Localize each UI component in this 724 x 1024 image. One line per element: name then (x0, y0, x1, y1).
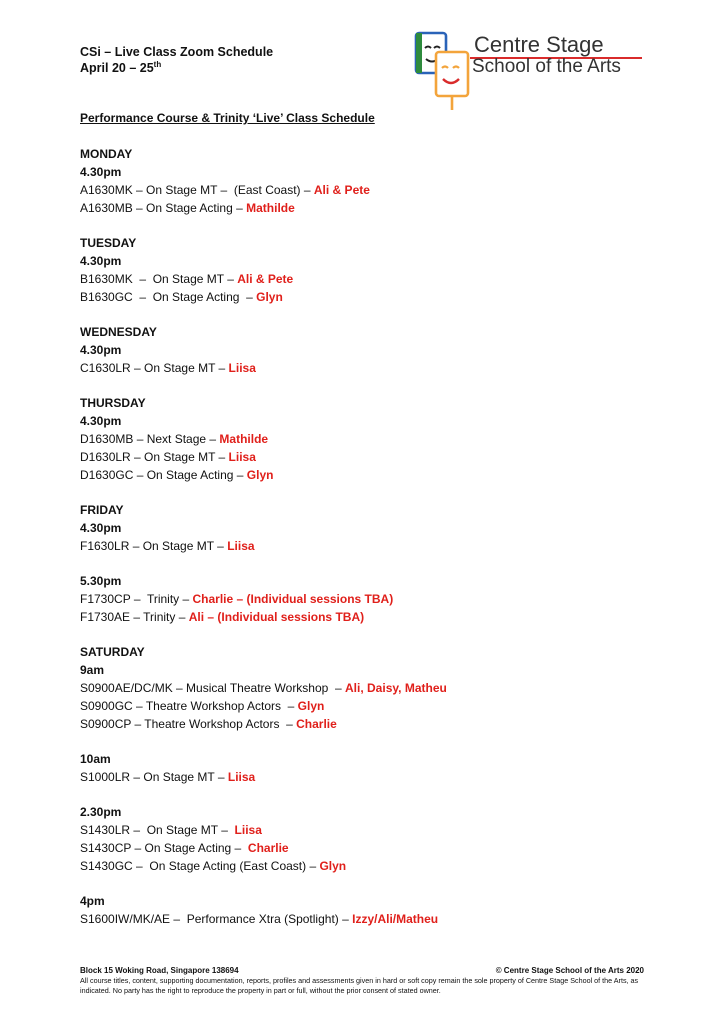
day-block-thursday (80, 394, 680, 484)
slot-time: 4pm (80, 894, 105, 908)
class-code-title: S1430GC – On Stage Acting (East Coast) – (80, 859, 320, 873)
time-slot (80, 252, 680, 306)
class-code-title: S0900AE/DC/MK – Musical Theatre Workshop – (80, 681, 346, 695)
footer-disclaimer: All course titles, content, supporting documentation, reports, profiles and assessments given in hard or soft copy remain the sole property of Centre Stage School of the Arts, as indicated. No party has the right to reproduce the property in part or full, without the prior consent of stated owner. (80, 976, 639, 995)
time-slot (80, 892, 680, 928)
class-entry (80, 270, 680, 288)
footer-top-row (80, 966, 644, 976)
time-slot (80, 750, 680, 786)
class-entry (80, 466, 680, 484)
class-code-title: A1630MB – On Stage Acting – (80, 201, 247, 215)
class-entry (80, 679, 680, 697)
teacher-name: Liisa (228, 450, 256, 464)
class-entry (80, 537, 680, 555)
class-code-title: S1430LR – On Stage MT – (80, 823, 235, 837)
class-code-title: S1430CP – On Stage Acting – (80, 841, 248, 855)
teacher-name: Glyn (246, 468, 274, 482)
time-slot (80, 519, 680, 555)
time-slot (80, 572, 680, 626)
teacher-name: Liisa (234, 823, 262, 837)
class-code-title: A1630MK – On Stage MT – (East Coast) – (80, 183, 314, 197)
slot-time: 4.30pm (80, 165, 122, 179)
class-entry (80, 910, 680, 928)
slot-time: 5.30pm (80, 574, 122, 588)
class-entry (80, 839, 680, 857)
time-slot (80, 412, 680, 484)
teacher-name: Glyn (297, 699, 325, 713)
document-header (80, 44, 273, 76)
slot-time: 10am (80, 752, 111, 766)
theatre-masks-icon (412, 30, 478, 112)
centre-stage-logo (412, 30, 644, 110)
class-entry (80, 181, 680, 199)
slot-time: 2.30pm (80, 805, 122, 819)
schedule-content (80, 110, 680, 945)
day-name: THURSDAY (80, 396, 146, 410)
teacher-name: Charlie (247, 841, 289, 855)
header-title: CSi – Live Class Zoom Schedule (80, 45, 274, 59)
day-name: MONDAY (80, 147, 133, 161)
day-name: WEDNESDAY (80, 325, 157, 339)
slot-time: 9am (80, 663, 105, 677)
teacher-name: Liisa (227, 539, 255, 553)
teacher-name: Liisa (227, 770, 256, 784)
section-title: Performance Course & Trinity ‘Live’ Class Schedule (80, 111, 375, 125)
slot-time: 4.30pm (80, 521, 122, 535)
teacher-name: Ali, Daisy, Matheu (345, 681, 447, 695)
class-entry (80, 199, 680, 217)
day-block-monday (80, 145, 680, 217)
day-block-tuesday (80, 234, 680, 306)
logo-title: Centre Stage (474, 32, 604, 57)
teacher-name: Mathilde (246, 201, 295, 215)
teacher-name: Ali & Pete (313, 183, 370, 197)
footer-copyright: © Centre Stage School of the Arts 2020 (495, 966, 644, 975)
class-entry (80, 715, 680, 733)
class-code-title: B1630MK – On Stage MT – (80, 272, 238, 286)
teacher-name: Mathilde (219, 432, 269, 446)
class-entry (80, 288, 680, 306)
time-slot (80, 803, 680, 875)
day-name: FRIDAY (80, 503, 124, 517)
day-block-wednesday (80, 323, 680, 377)
class-code-title: F1730AE – Trinity – (80, 610, 189, 624)
class-code-title: D1630MB – Next Stage – (80, 432, 220, 446)
day-block-saturday (80, 643, 680, 928)
class-entry (80, 697, 680, 715)
class-entry (80, 821, 680, 839)
slot-time: 4.30pm (80, 254, 122, 268)
time-slot (80, 661, 680, 733)
teacher-name: Ali & Pete (237, 272, 294, 286)
class-entry (80, 448, 680, 466)
teacher-name: Charlie – (Individual sessions TBA) (192, 592, 394, 606)
day-name: TUESDAY (80, 236, 137, 250)
class-entry (80, 590, 680, 608)
class-entry (80, 359, 680, 377)
class-code-title: S0900GC – Theatre Workshop Actors – (80, 699, 298, 713)
class-entry (80, 768, 680, 786)
slot-time: 4.30pm (80, 343, 122, 357)
time-slot (80, 163, 680, 217)
header-dates: April 20 – 25th (80, 59, 162, 75)
class-code-title: D1630GC – On Stage Acting – (80, 468, 247, 482)
teacher-name: Ali – (Individual sessions TBA) (188, 610, 365, 624)
class-code-title: S1000LR – On Stage MT – (80, 770, 228, 784)
class-entry (80, 608, 680, 626)
class-code-title: C1630LR – On Stage MT – (80, 361, 229, 375)
class-code-title: F1730CP – Trinity – (80, 592, 193, 606)
teacher-name: Liisa (228, 361, 256, 375)
day-list (80, 145, 680, 928)
teacher-name: Izzy/Ali/Matheu (352, 912, 439, 926)
teacher-name: Charlie (296, 717, 337, 731)
class-code-title: F1630LR – On Stage MT – (80, 539, 228, 553)
teacher-name: Glyn (319, 859, 347, 873)
teacher-name: Glyn (256, 290, 283, 304)
class-entry (80, 430, 680, 448)
class-entry (80, 857, 680, 875)
day-block-friday (80, 501, 680, 626)
logo-subtitle: School of the Arts (472, 56, 621, 77)
class-code-title: B1630GC – On Stage Acting – (80, 290, 257, 304)
page-footer (80, 966, 644, 996)
slot-time: 4.30pm (80, 414, 122, 428)
class-code-title: S0900CP – Theatre Workshop Actors – (80, 717, 297, 731)
day-name: SATURDAY (80, 645, 145, 659)
class-code-title: S1600IW/MK/AE – Performance Xtra (Spotlight) – (80, 912, 353, 926)
footer-address: Block 15 Woking Road, Singapore 138694 (80, 966, 239, 975)
class-code-title: D1630LR – On Stage MT – (80, 450, 229, 464)
time-slot (80, 341, 680, 377)
